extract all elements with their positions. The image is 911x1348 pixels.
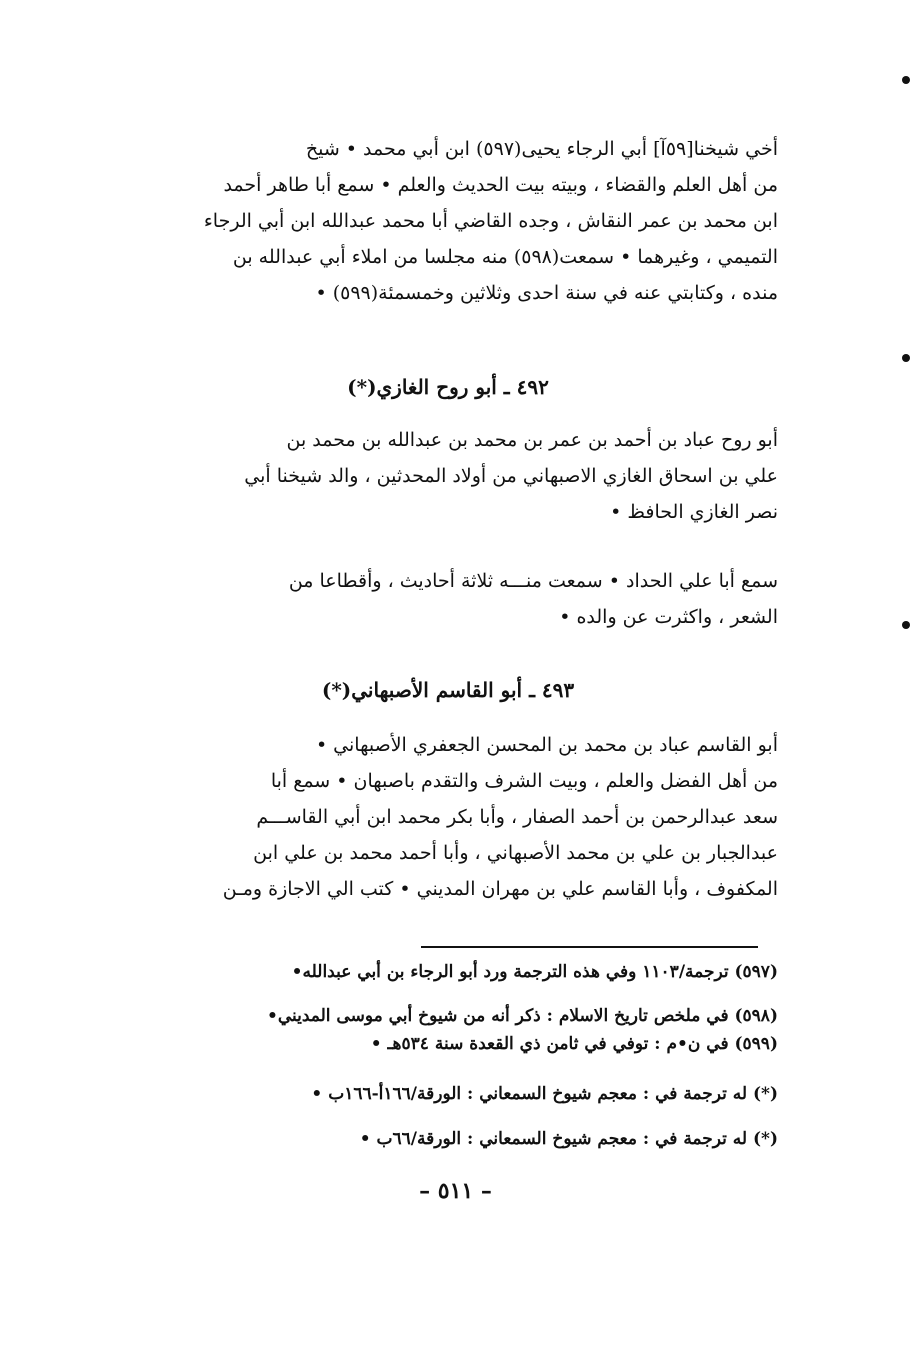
- text-line: أبو القاسم عباد بن محمد بن المحسن الجعفري الأصبهاني •: [315, 734, 778, 756]
- entry-heading-493: ٤٩٣ ـ أبو القاسم الأصبهاني(*): [321, 678, 575, 702]
- text-line: أخي شيخنا[٥٩آ] أبي الرجاء يحيى(٥٩٧) ابن أبي محمد • شيخ: [305, 138, 778, 160]
- text-line: الشعر ، واكثرت عن والده •: [559, 606, 778, 628]
- paragraph-entry-491-continued: [118, 131, 778, 311]
- footnote: (٥٩٧) ترجمة/١١٠٣ وفي هذه الترجمة ورد أبو الرجاء بن أبي عبدالله•: [291, 962, 778, 982]
- page-number: – ٥١١ –: [419, 1178, 492, 1204]
- text-line: أبو روح عباد بن أحمد بن عمر بن محمد بن عبدالله بن محمد بن: [286, 429, 778, 451]
- text-line: من أهل العلم والقضاء ، وبيته بيت الحديث والعلم • سمع أبا طاهر أحمد: [223, 174, 778, 196]
- text-line: نصر الغازي الحافظ •: [610, 501, 778, 523]
- margin-mark: [902, 76, 910, 84]
- paragraph-entry-492: [118, 422, 778, 530]
- footnote-divider: [421, 946, 758, 948]
- text-line: سعد عبدالرحمن بن أحمد الصفار ، وأبا بكر محمد ابن أبي القاســـم: [256, 806, 778, 828]
- footnote: (٥٩٩) في ن•م : توفي في ثامن ذي القعدة سنة ٥٣٤هـ •: [370, 1034, 778, 1054]
- text-line: من أهل الفضل والعلم ، وبيت الشرف والتقدم باصبهان • سمع أبا: [270, 770, 778, 792]
- text-line: المكفوف ، وأبا القاسم علي بن مهران المديني • كتب الي الاجازة ومـن: [222, 878, 778, 900]
- text-line: سمع أبا علي الحداد • سمعت منـــه ثلاثة أحاديث ، وأقطاعا من: [288, 570, 778, 592]
- text-line: ابن محمد بن عمر النقاش ، وجده القاضي أبا محمد عبدالله ابن أبي الرجاء: [203, 210, 778, 232]
- footnote: (*) له ترجمة في : معجم شيوخ السمعاني : الورقة/٦٦ب •: [359, 1129, 778, 1149]
- text-line: عبدالجبار بن علي بن محمد الأصبهاني ، وأبا أحمد محمد بن علي ابن: [253, 842, 778, 864]
- entry-heading-492: ٤٩٢ ـ أبو روح الغازي(*): [347, 375, 549, 399]
- paragraph-entry-493: [118, 727, 778, 907]
- footnote: (٥٩٨) في ملخص تاريخ الاسلام : ذكر أنه من شيوخ أبي موسى المديني•: [266, 1006, 778, 1026]
- paragraph-entry-492-second: [118, 563, 778, 635]
- text-line: منده ، وكتابتي عنه في سنة احدى وثلاثين وخمسمئة(٥٩٩) •: [315, 282, 778, 304]
- footnote: (*) له ترجمة في : معجم شيوخ السمعاني : الورقة/١٦٦أ-١٦٦ب •: [311, 1084, 778, 1104]
- margin-mark: [902, 354, 910, 362]
- margin-mark: [902, 621, 910, 629]
- text-line: علي بن اسحاق الغازي الاصبهاني من أولاد المحدثين ، والد شيخنا أبي: [244, 465, 778, 487]
- text-line: التميمي ، وغيرهما • سمعت(٥٩٨) منه مجلسا من املاء أبي عبدالله بن: [232, 246, 778, 268]
